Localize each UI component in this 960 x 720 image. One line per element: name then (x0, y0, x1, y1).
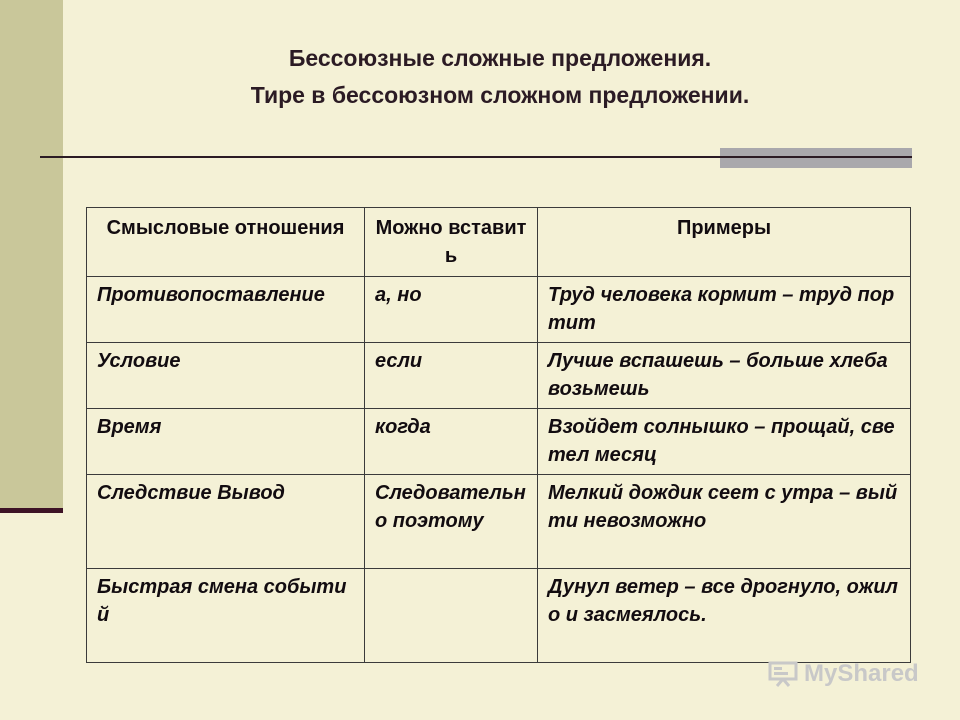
header-relations: Смысловые отношения (87, 208, 365, 277)
slide-title-line-1: Бессоюзные сложные предложения. (288, 45, 712, 71)
cell-insert (365, 569, 538, 663)
header-examples: Примеры (538, 208, 911, 277)
slide-title (70, 40, 930, 114)
cell-example: Труд человека кормит – труд портит (538, 277, 911, 343)
table-row (87, 277, 911, 343)
left-accent-line (0, 508, 63, 513)
watermark-text: MyShared (804, 660, 919, 687)
cell-insert: когда (365, 409, 538, 475)
cell-insert: Следовательно поэтому (365, 475, 538, 569)
cell-relation: Время (87, 409, 365, 475)
cell-relation: Быстрая смена событий (87, 569, 365, 663)
title-divider-block (720, 148, 912, 168)
cell-example: Дунул ветер – все дрогнуло, ожило и засмеялось. (538, 569, 911, 663)
cell-insert: а, но (365, 277, 538, 343)
table-row (87, 409, 911, 475)
cell-relation: Противопоставление (87, 277, 365, 343)
table-header-row (87, 208, 911, 277)
cell-example: Взойдет солнышко – прощай, светел месяц (538, 409, 911, 475)
table-row (87, 343, 911, 409)
punctuation-table (86, 207, 911, 663)
cell-relation: Следствие Вывод (87, 475, 365, 569)
watermark (768, 657, 919, 691)
cell-example: Лучше вспашешь – больше хлеба возьмешь (538, 343, 911, 409)
cell-example: Мелкий дождик сеет с утра – выйти невозможно (538, 475, 911, 569)
slide-title-line-2: Тире в бессоюзном сложном предложении. (250, 82, 750, 108)
table-row (87, 475, 911, 569)
cell-insert: если (365, 343, 538, 409)
title-divider-block-line (720, 156, 912, 158)
cell-relation: Условие (87, 343, 365, 409)
header-insert: Можно вставить (365, 208, 538, 277)
table-row (87, 569, 911, 663)
presentation-board-icon (768, 661, 798, 687)
left-accent-bar (0, 0, 63, 513)
title-divider-line (40, 156, 720, 158)
